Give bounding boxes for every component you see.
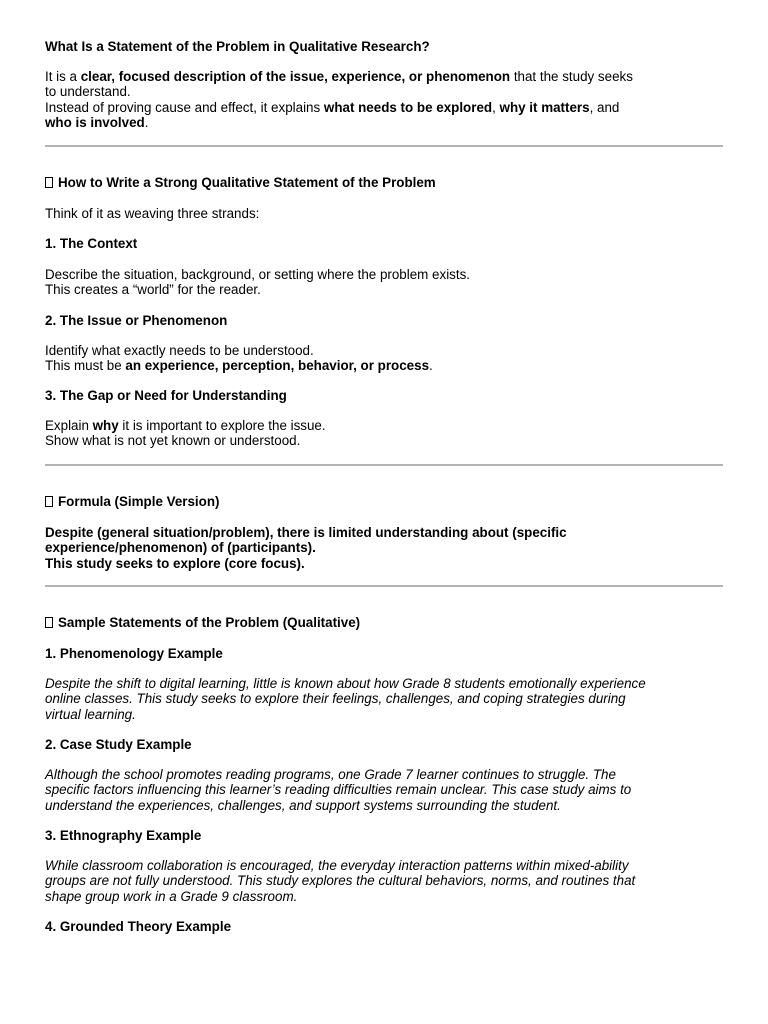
how-to-lead: Think of it as weaving three strands:	[45, 206, 260, 221]
section-divider	[45, 145, 723, 147]
phenomenology-heading: 1. Phenomenology Example	[45, 646, 223, 661]
gap-text: Explain	[45, 418, 93, 433]
intro-text: , and	[589, 99, 620, 115]
samples-heading	[45, 615, 725, 630]
issue-emphasis: an experience, perception, behavior, or process	[125, 358, 430, 374]
intro-emphasis: what needs to be explored	[323, 99, 493, 115]
samples-heading-text: Sample Statements of the Problem (Qualitative)	[58, 615, 361, 630]
issue-text: This must be	[45, 358, 126, 374]
case-study-paragraph	[45, 767, 725, 813]
ethnography-text: shape group work in a Grade 9 classroom.	[45, 888, 298, 904]
ethnography-paragraph	[45, 858, 725, 904]
phenomenology-paragraph	[45, 676, 725, 722]
issue-text: .	[429, 358, 433, 374]
formula-text: Despite (general situation/problem), there is limited understanding about (specific	[45, 525, 567, 540]
ethnography-text: While classroom collaboration is encouraged, the everyday interaction patterns within mixed-ability	[45, 858, 629, 873]
missing-glyph-icon	[45, 177, 53, 188]
issue-text: Identify what exactly needs to be understood.	[45, 343, 314, 358]
ethnography-heading: 3. Ethnography Example	[45, 828, 202, 843]
intro-text: Instead of proving cause and effect, it explains	[45, 99, 324, 115]
page-title: What Is a Statement of the Problem in Qualitative Research?	[45, 39, 430, 54]
formula-heading-text: Formula (Simple Version)	[58, 494, 220, 509]
gap-text: Show what is not yet known or understood.	[45, 433, 301, 449]
intro-text: to understand.	[45, 84, 131, 100]
intro-text: ,	[492, 99, 500, 115]
ethnography-text: groups are not fully understood. This study explores the cultural behaviors, norms, and routines that	[45, 873, 636, 889]
issue-paragraph	[45, 343, 725, 374]
case-study-text: Although the school promotes reading programs, one Grade 7 learner continues to struggle. The	[45, 767, 616, 782]
missing-glyph-icon	[45, 617, 53, 628]
intro-emphasis: clear, focused description of the issue, experience, or phenomenon	[80, 69, 511, 84]
intro-text: .	[144, 114, 149, 130]
grounded-theory-heading: 4. Grounded Theory Example	[45, 919, 232, 934]
gap-paragraph	[45, 418, 725, 449]
phenomenology-text: Despite the shift to digital learning, little is known about how Grade 8 students emotionally experience	[45, 676, 646, 691]
context-heading: 1. The Context	[45, 236, 138, 251]
intro-emphasis: who is involved	[45, 114, 145, 130]
missing-glyph-icon	[45, 496, 53, 507]
section-divider	[45, 585, 723, 587]
gap-heading: 3. The Gap or Need for Understanding	[45, 388, 287, 403]
context-text: This creates a “world” for the reader.	[45, 282, 261, 298]
formula-paragraph	[45, 525, 725, 571]
section-divider	[45, 464, 723, 466]
case-study-heading: 2. Case Study Example	[45, 737, 192, 752]
context-paragraph	[45, 267, 725, 298]
context-text: Describe the situation, background, or setting where the problem exists.	[45, 267, 471, 282]
case-study-text: specific factors influencing this learner’s reading difficulties remain unclear. This case study aims to	[45, 782, 632, 798]
formula-heading	[45, 494, 725, 509]
formula-text: This study seeks to explore (core focus).	[45, 555, 305, 571]
formula-text: experience/phenomenon) of (participants).	[45, 540, 316, 556]
issue-heading: 2. The Issue or Phenomenon	[45, 313, 228, 328]
intro-emphasis: why it matters	[499, 99, 590, 115]
phenomenology-text: virtual learning.	[45, 706, 136, 722]
case-study-text: understand the experiences, challenges, and support systems surrounding the student.	[45, 797, 561, 813]
intro-paragraph	[45, 69, 725, 130]
intro-text: that the study seeks	[510, 69, 633, 84]
phenomenology-text: online classes. This study seeks to explore their feelings, challenges, and coping strategies during	[45, 691, 626, 707]
gap-emphasis: why	[92, 418, 119, 433]
how-to-heading	[45, 175, 725, 190]
how-to-heading-text: How to Write a Strong Qualitative Statement of the Problem	[58, 175, 436, 190]
intro-text: It is a	[45, 69, 81, 84]
gap-text: it is important to explore the issue.	[118, 418, 326, 433]
